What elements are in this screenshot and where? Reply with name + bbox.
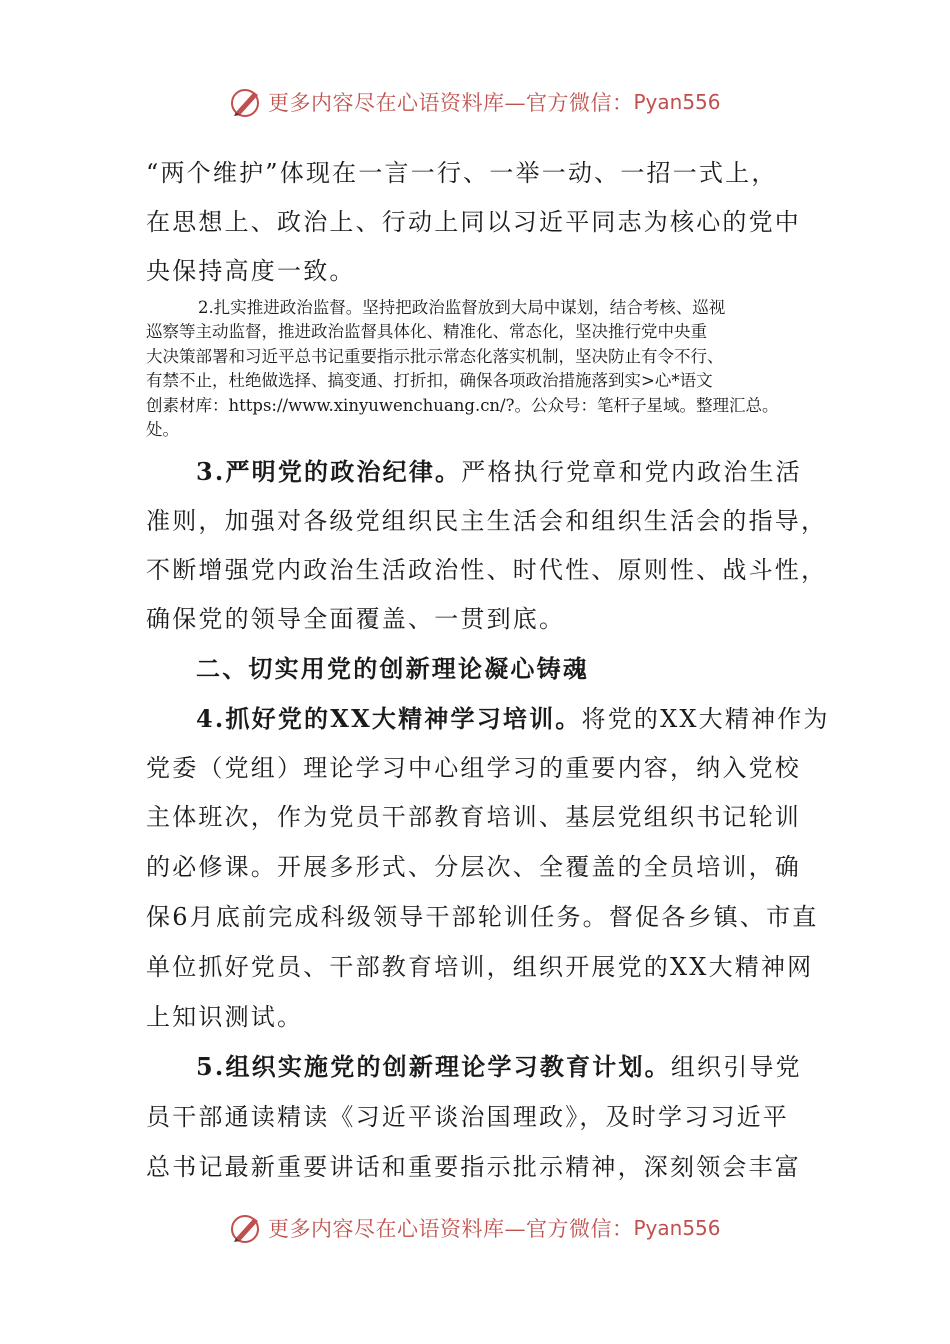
pen-logo-icon [228, 1210, 264, 1246]
banner-text: 更多内容尽在心语资料库—官方微信： [268, 91, 634, 115]
paragraph-4-first-line [196, 702, 876, 736]
text-line: 确保党的领导全面覆盖、一贯到底。 [146, 605, 566, 633]
paragraph-heading: 4.抓好党的XX大精神学习培训。 [196, 704, 582, 733]
text-line: 党委（党组）理论学习中心组学习的重要内容，纳入党校 [146, 754, 801, 782]
text-line: 的必修课。开展多形式、分层次、全覆盖的全员培训，确 [146, 853, 801, 881]
text-line: 有禁不止，杜绝做选择、搞变通、打折扣，确保各项政治措施落到实>心*语文 [146, 371, 713, 391]
text-span: 组织引导党 [670, 1053, 802, 1081]
text-line: “两个维护”体现在一言一行、一举一动、一招一式上， [146, 159, 778, 187]
text-line: 员干部通读精读《习近平谈治国理政》，及时学习习近平 [146, 1103, 789, 1131]
paragraph-heading: 5.组织实施党的创新理论学习教育计划。 [196, 1052, 671, 1081]
paragraph-heading: 3.严明党的政治纪律。 [196, 457, 462, 486]
banner-wechat-id: Pyan556 [633, 1216, 721, 1240]
text-span: 严格执行党章和党内政治生活 [461, 458, 802, 486]
banner-text: 更多内容尽在心语资料库—官方微信： [268, 1217, 634, 1241]
text-line: 央保持高度一致。 [146, 257, 356, 285]
paragraph-5-first-line [196, 1050, 876, 1084]
text-line: 准则，加强对各级党组织民主生活会和组织生活会的指导， [146, 507, 828, 535]
text-span: 将党的XX大精神作为 [581, 705, 830, 733]
footer-banner [228, 1208, 788, 1248]
section-heading: 二、切实用党的创新理论凝心铸魂 [196, 654, 589, 683]
text-line: 单位抓好党员、干部教育培训，组织开展党的XX大精神网 [146, 953, 814, 981]
text-line: 保6月底前完成科级领导干部轮训任务。督促各乡镇、市直 [146, 903, 819, 931]
text-line: 不断增强党内政治生活政治性、时代性、原则性、战斗性， [146, 556, 828, 584]
text-line: 上知识测试。 [146, 1003, 304, 1031]
text-line: 大决策部署和习近平总书记重要指示批示常态化落实机制，坚决防止有令不行、 [146, 346, 724, 366]
text-line: 处。 [146, 420, 179, 440]
text-line: 创素材库：https://www.xinyuwenchuang.cn/?。公众号：笔杆子星域。整理汇总。 [146, 395, 779, 415]
banner-wechat-id: Pyan556 [633, 90, 721, 114]
pen-logo-icon [228, 84, 264, 120]
header-banner [228, 82, 788, 122]
text-line: 巡察等主动监督，推进政治监督具体化、精准化、常态化，坚决推行党中央重 [146, 322, 707, 342]
text-line: 2.扎实推进政治监督。坚持把政治监督放到大局中谋划，结合考核、巡视 [198, 298, 726, 317]
text-line: 在思想上、政治上、行动上同以习近平同志为核心的党中 [146, 208, 801, 236]
text-line: 主体班次，作为党员干部教育培训、基层党组织书记轮训 [146, 803, 801, 831]
paragraph-3-first-line [196, 455, 876, 489]
paragraph-political-supervision [146, 296, 826, 442]
text-line: 总书记最新重要讲话和重要指示批示精神，深刻领会丰富 [146, 1153, 801, 1181]
